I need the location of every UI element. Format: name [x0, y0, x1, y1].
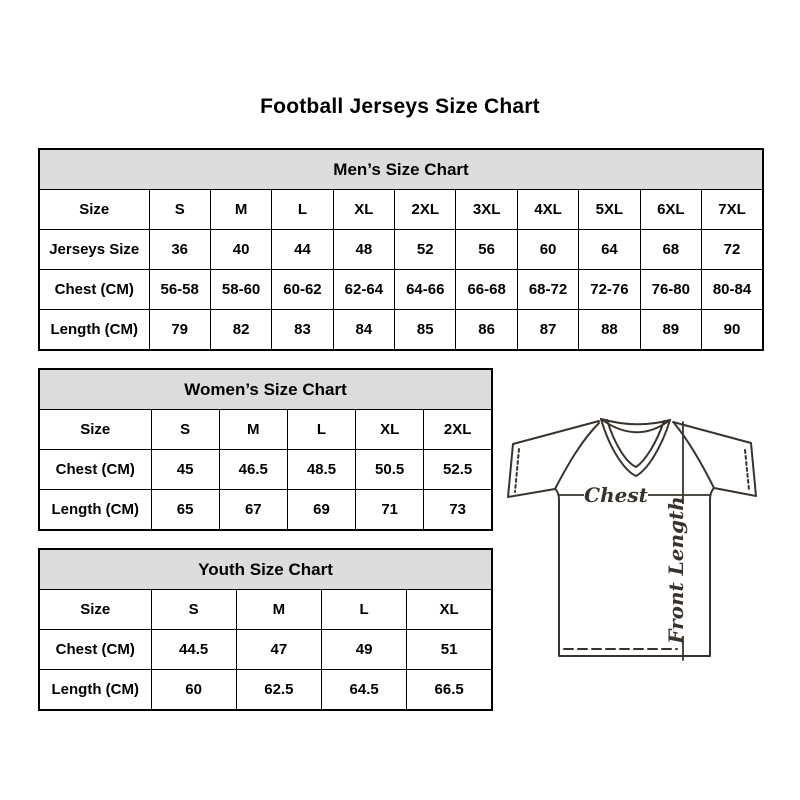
youth-cell: 64.5	[322, 670, 407, 711]
womens-cell: 67	[219, 490, 287, 531]
womens-row-label: Chest (CM)	[39, 450, 151, 490]
mens-size-chart-table	[38, 148, 764, 351]
youth-size-chart-table	[38, 548, 493, 711]
womens-cell: L	[287, 410, 355, 450]
womens-cell: XL	[356, 410, 424, 450]
womens-table-row	[39, 410, 492, 450]
womens-cell: 69	[287, 490, 355, 531]
womens-cell: 48.5	[287, 450, 355, 490]
womens-table-title: Women’s Size Chart	[39, 369, 492, 410]
mens-cell: 86	[456, 310, 517, 351]
youth-row-label: Size	[39, 590, 151, 630]
mens-cell: 87	[517, 310, 578, 351]
mens-cell: 58-60	[210, 270, 271, 310]
womens-row-label: Length (CM)	[39, 490, 151, 531]
mens-cell: 3XL	[456, 190, 517, 230]
page-title: Football Jerseys Size Chart	[260, 95, 540, 118]
mens-cell: 7XL	[702, 190, 763, 230]
mens-cell: 56-58	[149, 270, 210, 310]
mens-cell: 6XL	[640, 190, 701, 230]
collar-top-line	[601, 419, 670, 424]
womens-cell: 71	[356, 490, 424, 531]
mens-cell: 4XL	[517, 190, 578, 230]
mens-table-row	[39, 270, 763, 310]
mens-cell: 89	[640, 310, 701, 351]
youth-cell: S	[151, 590, 236, 630]
womens-cell: 52.5	[424, 450, 492, 490]
mens-cell: 56	[456, 230, 517, 270]
mens-cell: 76-80	[640, 270, 701, 310]
youth-table-row	[39, 590, 492, 630]
mens-cell: 80-84	[702, 270, 763, 310]
womens-table-row	[39, 450, 492, 490]
youth-table-row	[39, 630, 492, 670]
womens-cell: 50.5	[356, 450, 424, 490]
mens-row-label: Chest (CM)	[39, 270, 149, 310]
mens-cell: 72-76	[579, 270, 640, 310]
mens-cell: 48	[333, 230, 394, 270]
mens-cell: 66-68	[456, 270, 517, 310]
womens-cell: M	[219, 410, 287, 450]
mens-table-row	[39, 190, 763, 230]
jersey-outline	[508, 421, 756, 656]
mens-cell: 52	[395, 230, 456, 270]
jersey-measurement-diagram	[498, 398, 766, 666]
mens-cell: L	[272, 190, 333, 230]
womens-cell: 45	[151, 450, 219, 490]
mens-cell: 5XL	[579, 190, 640, 230]
mens-cell: 88	[579, 310, 640, 351]
mens-cell: 60	[517, 230, 578, 270]
youth-row-label: Length (CM)	[39, 670, 151, 711]
right-cuff-stitch	[745, 450, 749, 490]
mens-cell: 72	[702, 230, 763, 270]
chest-label: Chest	[584, 483, 648, 507]
mens-cell: 62-64	[333, 270, 394, 310]
left-cuff-stitch	[515, 449, 519, 492]
youth-cell: 49	[322, 630, 407, 670]
mens-cell: 2XL	[395, 190, 456, 230]
left-armhole-seam	[555, 423, 599, 489]
womens-row-label: Size	[39, 410, 151, 450]
mens-cell: 64	[579, 230, 640, 270]
mens-cell: 84	[333, 310, 394, 351]
youth-table-row	[39, 670, 492, 711]
womens-cell: 65	[151, 490, 219, 531]
youth-cell: L	[322, 590, 407, 630]
youth-cell: 60	[151, 670, 236, 711]
mens-row-label: Size	[39, 190, 149, 230]
mens-cell: 79	[149, 310, 210, 351]
mens-cell: 82	[210, 310, 271, 351]
youth-cell: 47	[236, 630, 321, 670]
womens-cell: S	[151, 410, 219, 450]
mens-cell: 60-62	[272, 270, 333, 310]
right-armhole-seam	[674, 423, 714, 488]
mens-cell: 40	[210, 230, 271, 270]
youth-cell: 62.5	[236, 670, 321, 711]
mens-cell: 68-72	[517, 270, 578, 310]
mens-cell: 36	[149, 230, 210, 270]
youth-cell: 66.5	[407, 670, 492, 711]
mens-row-label: Length (CM)	[39, 310, 149, 351]
front-length-label: Front Length	[664, 496, 688, 644]
mens-cell: 90	[702, 310, 763, 351]
womens-size-chart-table	[38, 368, 493, 531]
mens-cell: 83	[272, 310, 333, 351]
mens-cell: 68	[640, 230, 701, 270]
youth-cell: M	[236, 590, 321, 630]
mens-cell: XL	[333, 190, 394, 230]
womens-cell: 46.5	[219, 450, 287, 490]
youth-cell: XL	[407, 590, 492, 630]
mens-cell: S	[149, 190, 210, 230]
mens-cell: 85	[395, 310, 456, 351]
mens-table-title: Men’s Size Chart	[39, 149, 763, 190]
mens-table-row	[39, 230, 763, 270]
mens-cell: M	[210, 190, 271, 230]
mens-cell: 64-66	[395, 270, 456, 310]
youth-table-title: Youth Size Chart	[39, 549, 492, 590]
mens-cell: 44	[272, 230, 333, 270]
youth-cell: 44.5	[151, 630, 236, 670]
mens-table-row	[39, 310, 763, 351]
womens-cell: 73	[424, 490, 492, 531]
youth-cell: 51	[407, 630, 492, 670]
mens-row-label: Jerseys Size	[39, 230, 149, 270]
womens-table-row	[39, 490, 492, 531]
womens-cell: 2XL	[424, 410, 492, 450]
youth-row-label: Chest (CM)	[39, 630, 151, 670]
